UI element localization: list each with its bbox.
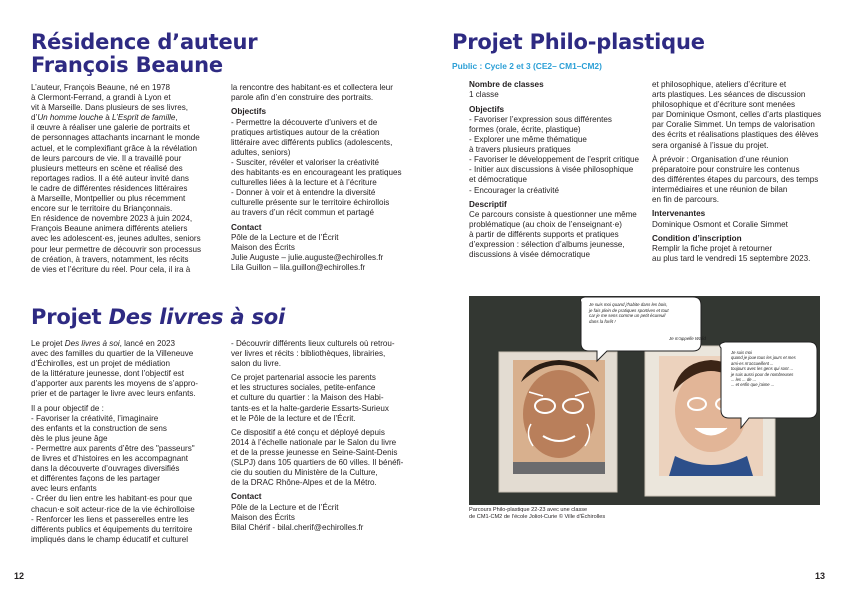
philo-column-1 [469,80,649,261]
livres-col2-c: Ce dispositif a été conçu et déployé depuis 2014 à l’échelle nationale par le Salon du livre et de la presse jeunesse en Seine-Saint-Denis (SLPJ) dans 105 quartiers de 60 villes. Il bénéfi- cie du soutien du Ministère de la Culture, de la DRAC Rhône-Alpes et de la Métro. [231,427,404,488]
photo-caption: Parcours Philo-plastique 22-23 avec une classe de CM1-CM2 de l’école Joliot-Curie © Ville d’Échirolles [469,507,606,520]
philo-col2-b: À prévoir : Organisation d’une réunion préparatoire pour construire les contenus des différentes étapes du parcours, des temps intermédiaires et une réunion de bilan en fin de parcours. [652,154,819,205]
photo-bubble-left: Je suis moi quand j’habite dans les bois, je fais plein de pratiques sportives et tout car je me sens comme un petit écureuil dans la forêt ! [589,302,669,324]
livres-column-2 [231,339,411,533]
livres-intro [31,339,221,400]
page-number-right: 13 [815,571,826,581]
condition-text: Remplir la fiche projet à retourner au plus tard le vendredi 15 septembre 2023. [652,244,811,264]
residence-column-2 [231,83,411,273]
philo-title-text: Projet Philo-plastique [452,30,705,54]
livres-intro-italic: Des livres à soi [64,339,120,348]
intervenantes-heading: Intervenantes [652,209,706,219]
residence-body: , il œuvre à réaliser une galerie de portraits et de personnages attachants incarnant le monde actuel, et le complexifiant grâce à la révélation de leurs parcours de vie. Il a travaillé pour plusieurs metteurs en scène et réalisé des reportages radios. Il a été auteur invité dans le cadre de différentes résidences littéraires à Marseille, Montpellier ou plus récemment encore sur le territoire du Briançonnais. En résidence de novembre 2023 à juin 2024, François Beaune animera différents ateliers avec les adolescent·es, jeunes adultes, seniors pour leur permettre de découvrir son processus de création, à travers, notamment, les récits de vies et l’écriture du réel. Pour cela, il ira à [31,113,202,274]
livres-title [31,306,285,329]
residence-title-line1: Résidence d’auteur [31,30,258,54]
philo-column-2 [652,80,832,264]
livres-contact: Pôle de la Lecture et de l’Écrit Maison des Écrits Bilal Chérif - bilal.cherif@echirolles.fr [231,502,364,532]
residence-intro-start: L’auteur, François Beaune, né en 1978 à Clermont-Ferrand, a grandi à Lyon et vit à Marseille. Dans plusieurs de ses livres, d’ [31,83,188,123]
residence-title [31,31,257,77]
livres-column-1 [31,339,221,545]
residence-intro [31,83,216,275]
residence-contact: Pôle de la Lecture et de l’Écrit Maison des Écrits Julie Auguste – julie.auguste@echirolles.fr Lila Guillon – lila.guillon@echirolles.fr [231,232,384,273]
nb-classes-heading: Nombre de classes [469,80,544,89]
philo-objectifs-heading: Objectifs [469,104,505,114]
livres-contact-heading: Contact [231,492,262,502]
page-number-left: 12 [14,571,25,581]
residence-intro-mid: à [103,113,112,123]
livres-objectifs: Il a pour objectif de : - Favoriser la créativité, l’imaginaire des enfants et la construction de sens dès le plus jeune âge - Permettre aux parents d’être des "passeurs" de livres et d’histoires en les accompagnant dans la découverte d’ouvrages diversifiés et différentes façons de les partager avec leurs enfants - Créer du lien entre les habitant·es pour que chacun·e soit acteur·rice de la vie échirolloise - Renforcer les liens et passerelles entre les différents publics et équipements du territoire impliqués dans le champ éducatif et culturel [31,403,195,544]
residence-title-line2: François Beaune [31,53,223,77]
descriptif-text: Ce parcours consiste à questionner une même problématique (au choix de l’enseignant·e) à partir de différents supports et pratiques d’expression : sélection d’albums jeunesse, discussions à visée démocratique [469,210,637,260]
residence-col2-intro: la rencontre des habitant·es et collectera leur parole afin d’en construire des portraits. [231,83,393,103]
book-title-2: L’Esprit de famille [112,113,176,123]
nb-classes-value: 1 classe [469,90,499,100]
philo-subtitle: Public : Cycle 2 et 3 (CE2– CM1–CM2) [452,61,602,71]
project-photo [469,296,820,505]
philo-title [452,31,705,54]
philo-col2-a: et philosophique, ateliers d’écriture et arts plastiques. Les séances de discussion philosophique et d’écriture sont menées par Dominique Osmont, celles d’arts plastiques par Coralie Simmet. Un temps de valorisation des écrits et réalisations plastiques des élèves sera organisé à l’issue du projet. [652,80,822,150]
livres-title-italic: Des livres à soi [108,305,285,329]
livres-intro-a: Le projet [31,339,65,348]
livres-col2-a: - Découvrir différents lieux culturels où retrou- ver livres et récits : bibliothèques, librairies, salon du livre. [231,339,395,369]
livres-title-plain: Projet [31,305,109,329]
residence-objectifs: - Permettre la découverte d’univers et de pratiques artistiques autour de la création littéraire avec différents publics (adolescents, adultes, seniors) - Susciter, révéler et valoriser la créativité des habitants·es en encourageant les pratiques culturelles liées à la lecture et à l’écriture - Donner à voir et à entendre la diversité culturelle présente sur le territoire échirollois au travers d’un récit commun et partagé [231,117,402,218]
book-title-1: Un homme louche [37,113,103,123]
condition-heading: Condition d’inscription [652,233,742,243]
philo-objectifs: - Favoriser l’expression sous différentes formes (orale, écrite, plastique) - Explorer une même thématique à travers plusieurs pratiques - Favoriser le développement de l’esprit critique - Initier aux discussions à visée philosophique et démocratique - Encourager la créativité [469,114,640,195]
livres-intro-b: , lancé en 2023 avec des familles du quartier de la Villeneuve d’Échirolles, est un projet de médiation de la littérature jeunesse, dont l’objectif est d’apporter aux parents les moyens de s’appro- prier et de partager le livre avec leurs enfants. [31,339,198,399]
photo-bubble-left-sign: Je m’appelle Walid [669,336,706,341]
intervenantes-text: Dominique Osmont et Coralie Simmet [652,219,788,229]
residence-contact-heading: Contact [231,222,262,232]
descriptif-heading: Descriptif [469,199,507,209]
photo-illustration [469,296,820,505]
residence-objectifs-heading: Objectifs [231,107,267,117]
photo-bubble-right: Je suis moi quand je joue tous les jours et mes ami·es m’accueillent ... toujours avec les gens qui sont ... je suis aussi pour de nombreuses ... les ... de ... ... et enfin que j’aime ... [731,350,796,388]
livres-col2-b: Ce projet partenarial associe les parents et les structures sociales, petite-enfance et culture du quartier : la Maison des Habi- tants·es et la halte-garderie Essarts-Surieux et le Pôle de la lecture et de l’Écrit. [231,373,389,423]
